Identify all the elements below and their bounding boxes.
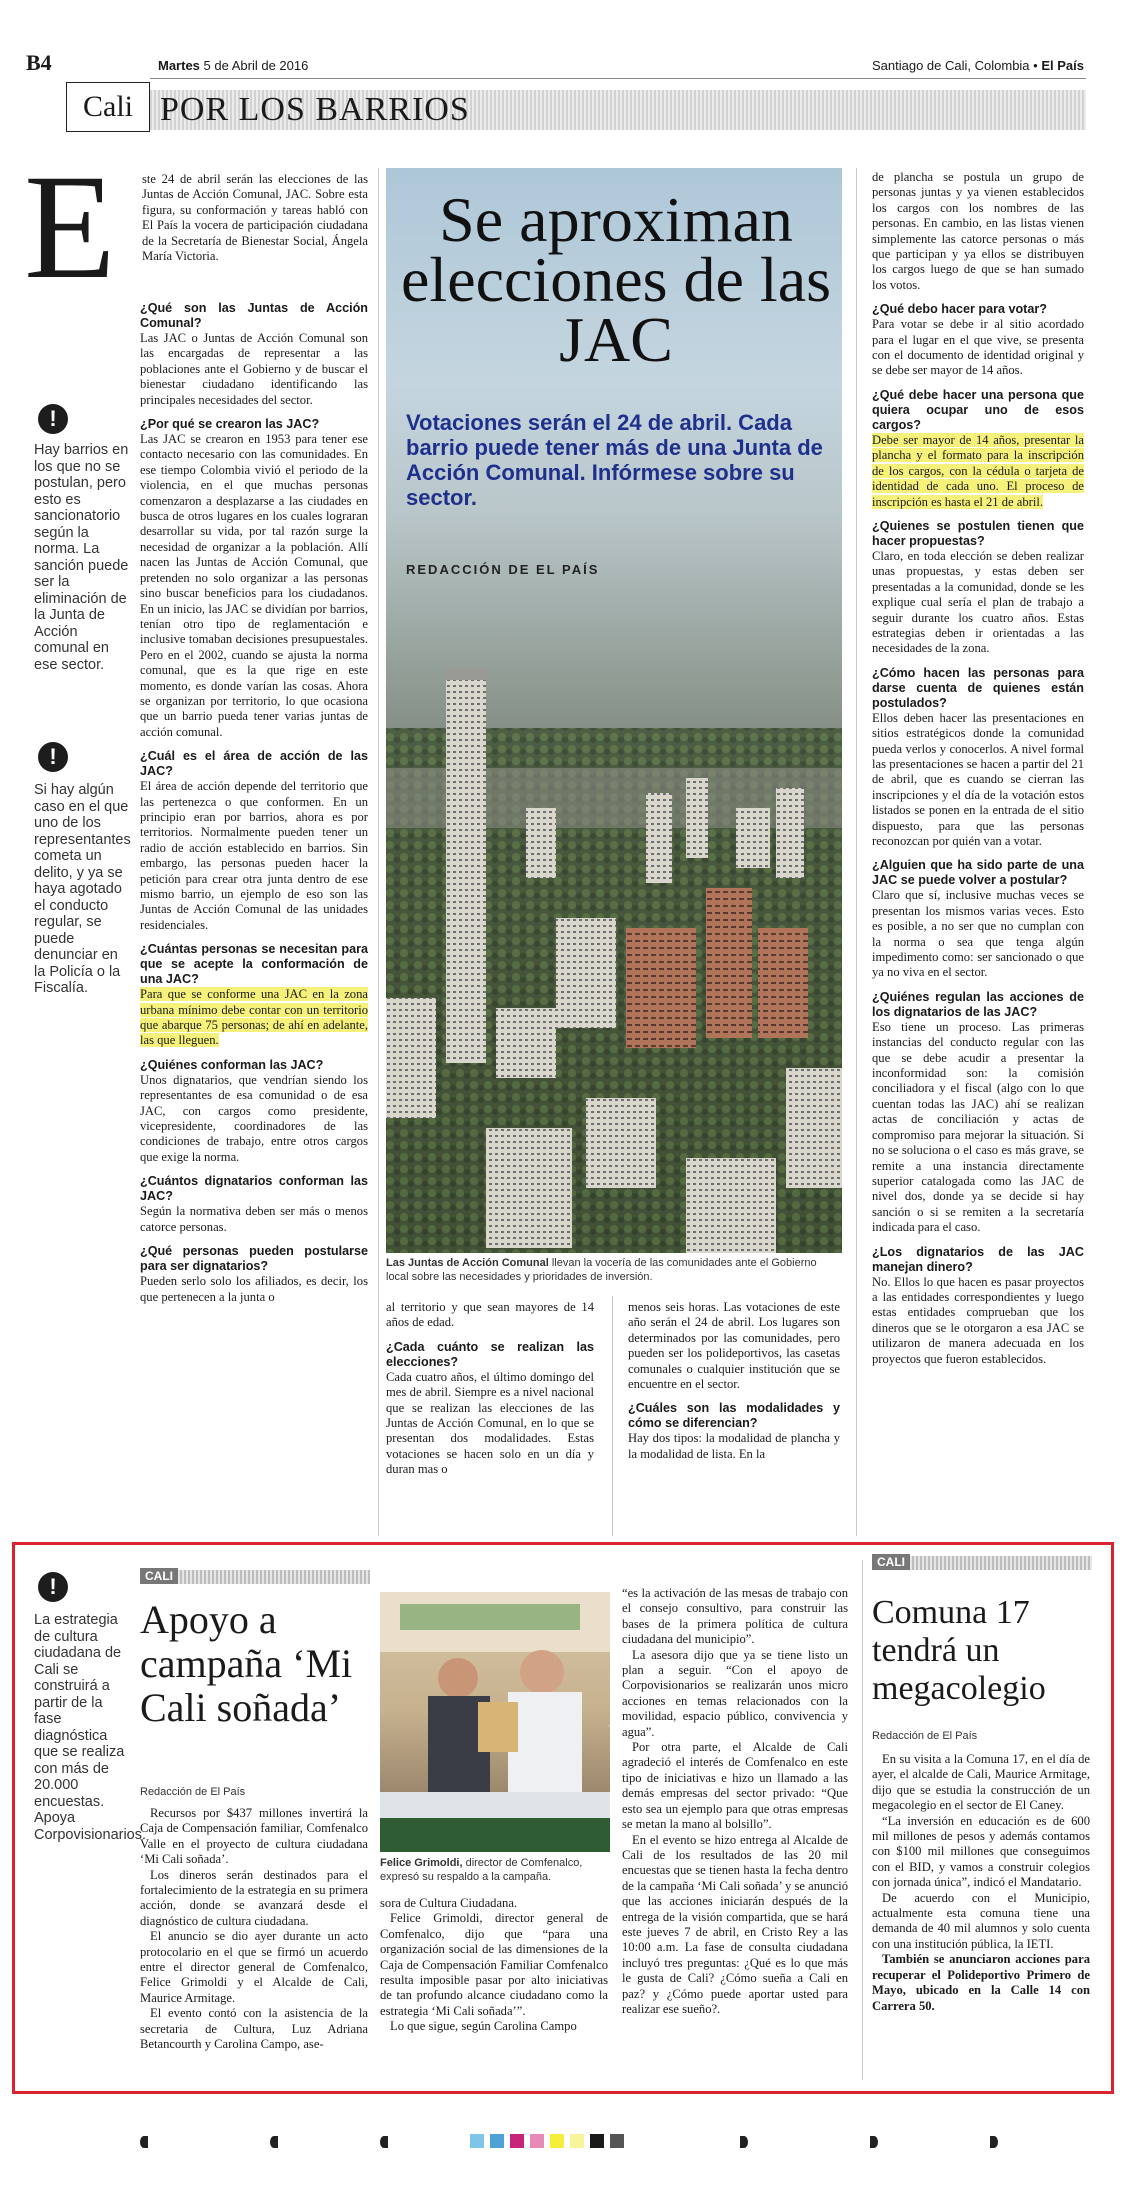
apoyo-photo-scene [380, 1592, 610, 1852]
question-9: ¿Cuáles son las modalidades y cómo se diferencian? [628, 1401, 840, 1431]
question-3: ¿Cuál es el área de acción de las JAC? [140, 749, 368, 779]
question-7: ¿Qué personas pueden postularse para ser dignatarios? [140, 1244, 368, 1274]
answer-9: Hay dos tipos: la modalidad de plancha y la modalidad de lista. En la [628, 1431, 840, 1461]
question-14: ¿Alguien que ha sido parte de una JAC se puede volver a postular? [872, 858, 1084, 888]
col-rule-1 [378, 168, 379, 1536]
question-11: ¿Qué debe hacer una persona que quiera ocupar uno de esos cargos? [872, 387, 1084, 432]
answer-3: El área de acción depende del territorio que las pertenezca o que conformen. En un principio eran por barrios, ahora es por territorios. Normalmente pueden tener un radio de acción establecido en barrios. Sin embargo, las personas pueden hacer la petición para crear otra junta dentro de ese mismo barrio, un ejemplo de eso son las Juntas de Acción Comunal de las unidades residenciales. [140, 779, 368, 932]
col-rule-3 [856, 168, 857, 1536]
apoyo-title: Apoyo a campaña ‘Mi Cali soñada’ [140, 1597, 353, 1730]
apoyo-photo-credit: ESPECIAL PARA EL PAÍS [608, 1719, 618, 1814]
comuna-p3: De acuerdo con el Municipio, actualmente esta comuna tiene una demanda de 40 mil alumnos y solo cuenta con una institución pública, la IETI. [872, 1890, 1090, 1951]
registration-strip [0, 2130, 1126, 2154]
apoyo-c3: Por otra parte, el Alcalde de Cali agradeció el interés de Comfenalco en este tipo de iniciativas e hizo un llamado a las demás empresas del sector privado: “Que esto sea un ejemplo para que otras empresas se metan la mano al bolsillo”. [622, 1740, 848, 1832]
dateline [158, 58, 308, 73]
question-10: ¿Qué debo hacer para votar? [872, 302, 1047, 317]
answer-6: Según la normativa deben ser más o menos catorce personas. [140, 1204, 368, 1234]
main-col-3 [628, 1300, 840, 1462]
subsection-title: POR LOS BARRIOS [160, 91, 470, 128]
apoyo-p1: Recursos por $437 millones invertirá la Caja de Compensación familiar, Comfenalco Valle en el proyecto de cultura ciudadana ‘Mi Cali soñada’. [140, 1806, 368, 1867]
apoyo-m2: Felice Grimoldi, director general de Comfenalco, dijo que “para una organización social de las dimensiones de la Caja de Compensación Familiar Comfenalco resulta imposible pasar por alto iniciativas de tan profundo alcance ciudadano como la estrategia ‘Mi Cali soñada’”. [380, 1911, 608, 2018]
crop-mark-left [140, 2136, 148, 2148]
color-bar-pink [530, 2134, 544, 2148]
section-box [66, 82, 150, 132]
question-15: ¿Quiénes regulan las acciones de los dignatarios de las JAC? [872, 989, 1084, 1019]
answer-11-highlight: Debe ser mayor de 14 años, presentar la plancha y el formato para la inscripción de los cargos, con la cédula o tarjeta de identidad de cada uno. El proceso de inscripción es hasta el 21 de abril. [872, 432, 1084, 509]
hero-caption-bold: Las Juntas de Acción Comunal [386, 1257, 549, 1269]
question-1: ¿Qué son las Juntas de Acción Comunal? [140, 301, 368, 330]
answer-5: Unos dignatarios, que vendrían siendo los representantes de esa comunidad o de esa JAC, con cargos como presidente, vicepresidente, coordinadores de las condiciones de trabajo, entre otros cargos que exige la norma. [140, 1072, 368, 1164]
alert-icon-3: ! [38, 1572, 68, 1602]
location: Santiago de Cali, Colombia [872, 58, 1030, 73]
alert-icon-1: ! [38, 404, 68, 434]
color-bar-blue [490, 2134, 504, 2148]
sidebar-note-1: Hay barrios en los que no se postulan, pero esto es sancionatorio según la norma. La sanción puede ser la eliminación de la Junta de Acción comunal en ese sector. [34, 442, 129, 673]
question-4: ¿Cuántas personas se necesitan para que se acepte la conformación de una JAC? [140, 942, 368, 987]
answer-2: Las JAC se crearon en 1953 para tener ese contacto necesario con las comunidades. En ese tiempo Colombia vivió el periodo de la violencia, en el que muchas personas comenzaron a desplazarse a las ciudades en busca de otros lugares en los cuales lograran desarrollar su vida, por tal razón surge la necesidad de organizar a la población. Allí nacen las Juntas de Acción Comunal, que pretenden no solo organizar a las personas sino buscar beneficios para los ciudadanos. En un inicio, las JAC se dividían por barrios, tenían otro tipo de reglamentación e inclusive tomaban decisiones presupuestales. Pero en el 2002, cuando se ajusta la norma comunal, que es la que rige en este momento, es donde varían las cosas. Ahora se organizan por territorio, lo que ocasiona que un barrio pueda tener varias juntas de acción comunal. [140, 432, 368, 739]
question-13: ¿Cómo hacen las personas para darse cuenta de quienes están postulados? [872, 665, 1084, 710]
main-col-2 [386, 1300, 594, 1478]
apoyo-col-1 [140, 1806, 368, 2053]
comuna-p4: También se anunciaron acciones para recuperar el Polideportivo Primero de Mayo, ubicado en la Calle 14 con Carrera 50. [872, 1952, 1090, 2013]
answer-11 [872, 433, 1084, 510]
apoyo-caption-rest: director de Comfenalco, expresó su respaldo a la campaña. [380, 1857, 583, 1883]
mid-text-1: al territorio y que sean mayores de 14 años de edad. [386, 1300, 594, 1330]
comuna-p2: “La inversión en educación es de 600 mil millones de pesos y además contamos con $100 mil millones que conseguimos con el BID, y vamos a construir colegios con jornada única”, indicó el Mandatario. [872, 1813, 1090, 1890]
apoyo-p4: El evento contó con la asistencia de la secretaria de Cultura, Luz Adriana Betancourth y Carolina Campo, ase- [140, 2006, 368, 2052]
hero-byline: REDACCIÓN DE EL PAÍS [406, 562, 600, 577]
crop-mark-4 [740, 2136, 748, 2148]
question-12: ¿Quienes se postulen tienen que hacer propuestas? [872, 518, 1084, 548]
right-text-1: de plancha se postula un grupo de personas juntas y ya vienen establecidos los cargos con los nombres de las personas. En cambio, en las listas vienen simplemente las catorce personas o más que participan y ya ellos se distribuyen los cargos luego de que se han sumado los votos. [872, 170, 1084, 292]
question-2: ¿Por qué se crearon las JAC? [140, 417, 320, 432]
main-col-4 [872, 170, 1084, 1367]
crop-mark-2 [270, 2136, 278, 2148]
apoyo-p2: Los dineros serán destinados para el fortalecimiento de la estrategia en su primera acción, donde se avanzará desde el diagnóstico de cultura ciudadana. [140, 1867, 368, 1928]
apoyo-m1: sora de Cultura Ciudadana. [380, 1896, 518, 1910]
location-line [872, 58, 1084, 73]
crop-mark-3 [380, 2136, 388, 2148]
main-col-1 [140, 172, 368, 264]
answer-10: Para votar se debe ir al sitio acordado para el lugar en el que vive, se presenta con el documento de identidad original y se debe ser mayor de 14 años. [872, 317, 1084, 378]
comuna-title: Comuna 17 tendrá un megacolegio [872, 1594, 1046, 1707]
hero-block [386, 168, 842, 1253]
apoyo-col-3 [622, 1586, 848, 2017]
question-5: ¿Quiénes conforman las JAC? [140, 1057, 324, 1072]
answer-16: No. Ellos lo que hacen es pasar proyectos a las entidades correspondientes y luego estas entidades comprueban que los dineros que se le otorgaron a esa JAC se utilizaron de manera adecuada en los proyectos que fueron establecidos. [872, 1274, 1084, 1366]
section-name: Cali [83, 90, 133, 123]
apoyo-p3: El anuncio se dio ayer durante un acto protocolario en el que se firmó un acuerdo entre el director general de Comfenalco, Felice Grimoldi y el Alcalde de Cali, Maurice Armitage. [140, 1929, 368, 2005]
hero-lead: Votaciones serán el 24 de abril. Cada barrio puede tener más de una Junta de Acción Comunal. Infórmese sobre su sector. [406, 410, 823, 510]
date-day: Martes [158, 58, 200, 73]
date-rest: 5 de Abril de 2016 [203, 58, 309, 73]
question-16: ¿Los dignatarios de las JAC manejan dinero? [872, 1244, 1084, 1274]
col-rule-2 [612, 1296, 613, 1536]
apoyo-c1: “es la activación de las mesas de trabajo con el consejo consultivo, para construir las bases de la primera política de cultura ciudadana del municipio”. [622, 1586, 848, 1647]
apoyo-tag: CALI [140, 1568, 178, 1584]
crop-mark-right [990, 2136, 998, 2148]
sidebar-note-2: Si hay algún caso en el que uno de los representantes cometa un delito, y ya se haya agotado el conducto regular, se puede denunciar en la Policía o la Fiscalía. [34, 782, 131, 996]
answer-15: Eso tiene un proceso. Las primeras instancias del conducto regular con las que se debe acudir a presentar la inconformidad son: la comisión conciliadora y el fiscal (algo con lo que cuentan todas las JAC) ahí se realizan actas de conciliación y actas de compromiso para mejorar la situación. Si no se soluciona o el caso es más grave, se remite a una instancia directamente superior catalogada como las JAC de nivel dos, donde ya se decide si hay sanción o si se remiten a la secretaría indicada para el caso. [872, 1019, 1084, 1235]
hero-title: Se aproximan elecciones de las JAC [401, 184, 831, 375]
apoyo-m3: Lo que sigue, según Carolina Campo [390, 2019, 577, 2034]
question-8: ¿Cada cuánto se realizan las elecciones? [386, 1339, 594, 1369]
color-bar-cyan [470, 2134, 484, 2148]
answer-14: Claro que sí, inclusive muchas veces se presentan los mismos varias veces. Esto es posible, a no ser que no cumplan con la norma o sea que tenga algún impedimento como: ser sancionado o que ya no viva en el sector. [872, 888, 1084, 980]
main-col-1b [140, 292, 368, 1305]
apoyo-photo [380, 1592, 618, 1852]
answer-4-highlight: Para que se conforme una JAC en la zona urbana mínimo debe contar con un territorio que abarque 75 personas; de ahí en adelante, las que lleguen. [140, 987, 368, 1048]
alert-icon-2: ! [38, 742, 68, 772]
answer-8: Cada cuatro años, el último domingo del mes de abril. Siempre es a nivel nacional que se realizan las elecciones de las Juntas de Acción Comunal, en lo que se presentan dos modalidades. Estas votaciones se hacen solo en un día y duran mas o [386, 1369, 594, 1477]
hero-caption-rest: llevan la vocería de las comunidades ante el Gobierno local sobre las necesidades y prioridades de inversión. [386, 1257, 817, 1283]
crop-mark-5 [870, 2136, 878, 2148]
color-bar-yellow [550, 2134, 564, 2148]
answer-12: Claro, en toda elección se deben realizar unas propuestas, y estas deben ser presentadas a la comunidad, donde se les explique cual sería el plan de trabajo a seguir durante los cuatro años. Estas estrategias deben ir orientadas a las necesidades de la zona. [872, 548, 1084, 656]
apoyo-byline: Redacción de El País [140, 1786, 246, 1798]
color-bar-gray [610, 2134, 624, 2148]
apoyo-col-2 [380, 1896, 608, 2035]
comuna-p1: En su visita a la Comuna 17, en el día de ayer, el alcalde de Cali, Maurice Armitage, dijo que se estudia la construcción de un megacolegio en el sector de El Caney. [872, 1752, 1090, 1813]
apoyo-caption [380, 1856, 608, 1884]
color-bar-lightyellow [570, 2134, 584, 2148]
answer-4 [140, 987, 368, 1049]
answer-7: Pueden serlo solo los afiliados, es decir, los que pertenecen a la junta o [140, 1274, 368, 1304]
color-bar-magenta [510, 2134, 524, 2148]
answer-13: Ellos deben hacer las presentaciones en sitios estratégicos donde la comunidad pueda verlos y conocerlos. A nivel formal las presentaciones se hacen a partir del 21 de abril, que es cuando se cierran las inscripciones y el día de la votación estos listados se ponen en la entrada de el sitio dispuesto, para que las personas reconozcan por quién van a votar. [872, 710, 1084, 848]
header-rule [150, 78, 1086, 79]
header-bullet: • [1033, 58, 1038, 73]
comuna-byline: Redacción de El País [872, 1730, 978, 1742]
color-bar-black [590, 2134, 604, 2148]
mid-text-2: menos seis horas. Las votaciones de este año serán el 24 de abril. Los lugares son determinados por las comunidades, pero pueden ser los polideportivos, las casetas comunales o cualquier institución que se encuentre en el sector. [628, 1300, 840, 1392]
apoyo-caption-bold: Felice Grimoldi, [380, 1857, 463, 1869]
apoyo-sidebar-note: La estrategia de cultura ciudadana de Cali se construirá a partir de la fase diagnóstica que se realiza con más de 20.000 encuestas. Apoya Corpovisionarios. [34, 1612, 147, 1843]
apoyo-c2: La asesora dijo que ya se tiene listo un plan a seguir. “Con el apoyo de Corpovisionarios se realizarán unos micro acciones en temas relacionados con la movilidad, espacio público, convivencia y agua”. [622, 1647, 848, 1739]
page-number: B4 [26, 50, 52, 75]
hero-caption [386, 1256, 842, 1284]
comuna-tag: CALI [872, 1554, 910, 1570]
comuna-col [872, 1752, 1090, 2014]
frame-rule [862, 1560, 863, 2080]
intro-text: ste 24 de abril serán las elecciones de las Juntas de Acción Comunal, JAC. Sobre esta figura, su conformación y tareas habló con El País la vocera de participación ciudadana de la Secretaría de Bienestar Social, Ángela María Victoria. [142, 172, 368, 264]
dropcap: E [24, 144, 116, 310]
apoyo-c4: En el evento se hizo entrega al Alcalde de Cali de los resultados de las 20 mil encuestas que se tienen hasta la fecha dentro de la campaña ‘Mi Cali soñada’ y se anunció que las acciones iniciarán después de la entrega de la visión compartida, que se hará este jueves 7 de abril, en Cristo Rey a las 10:00 a.m. La fase de consulta ciudadana incluyó tres preguntas: ¿Qué es lo que más le gusta de Cali? ¿Cómo sueña a Cali en paz? y ¿Cómo puede aportar usted para realizar ese sueño?. [622, 1832, 848, 2016]
answer-1: Las JAC o Juntas de Acción Comunal son las encargadas de representar a las poblaciones ante el Gobierno y de buscar el bienestar ciudadano identificando las principales necesidades del sector. [140, 331, 368, 407]
paper-name: El País [1041, 58, 1084, 73]
question-6: ¿Cuántos dignatarios conforman las JAC? [140, 1174, 368, 1204]
